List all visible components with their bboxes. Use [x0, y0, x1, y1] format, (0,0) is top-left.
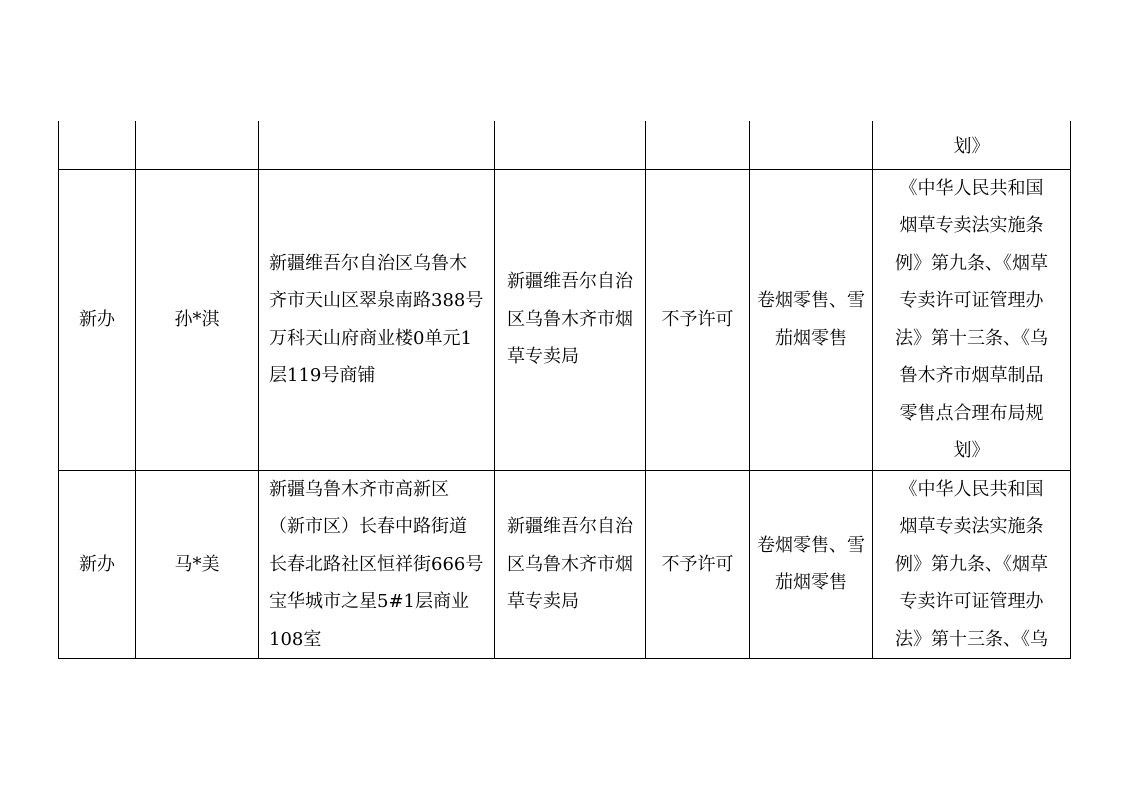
basis-line: 烟草专卖法实施条 — [899, 516, 1044, 537]
basis-tail-text: 划》 — [953, 135, 990, 157]
name-cell: 马*美 — [136, 470, 259, 659]
name-cell: 孙*淇 — [136, 169, 259, 470]
basis-cell — [873, 470, 1071, 659]
license-decision-table — [58, 121, 1071, 659]
basis-line: 鲁木齐市烟草制品 — [899, 365, 1044, 386]
basis-line: 例》第九条、《烟草 — [895, 553, 1048, 575]
type-cell — [59, 121, 136, 169]
type-cell: 新办 — [59, 169, 136, 470]
basis-line: 专卖许可证管理办 — [899, 591, 1044, 612]
decision-cell — [646, 121, 750, 169]
basis-line: 烟草专卖法实施条 — [899, 215, 1044, 236]
basis-line: 《中华人民共和国 — [899, 177, 1044, 199]
basis-cell — [873, 121, 1071, 169]
type-cell: 新办 — [59, 470, 136, 659]
address-cell — [259, 121, 495, 169]
basis-line: 法》第十三条、《乌 — [895, 628, 1048, 650]
table-row — [59, 169, 1071, 470]
basis-line: 划》 — [953, 440, 990, 461]
decision-cell: 不予许可 — [646, 169, 750, 470]
basis-line: 《中华人民共和国 — [899, 478, 1044, 500]
authority-cell: 新疆维吾尔自治区乌鲁木齐市烟草专卖局 — [495, 470, 646, 659]
basis-line: 零售点合理布局规 — [899, 402, 1044, 424]
address-cell: 新疆乌鲁木齐市高新区（新市区）长春中路街道长春北路社区恒祥街666号宝华城市之星5#1层商业108室 — [259, 470, 495, 659]
authority-cell: 新疆维吾尔自治区乌鲁木齐市烟草专卖局 — [495, 169, 646, 470]
scope-cell — [750, 121, 873, 169]
basis-line: 专卖许可证管理办 — [899, 290, 1044, 311]
basis-line: 例》第九条、《烟草 — [895, 252, 1048, 274]
name-cell — [136, 121, 259, 169]
decision-cell: 不予许可 — [646, 470, 750, 659]
basis-cell — [873, 169, 1071, 470]
address-cell: 新疆维吾尔自治区乌鲁木齐市天山区翠泉南路388号万科天山府商业楼0单元1层119号商铺 — [259, 169, 495, 470]
table-row — [59, 470, 1071, 659]
scope-cell: 卷烟零售、雪茄烟零售 — [750, 169, 873, 470]
table-row-continued — [59, 121, 1071, 169]
scope-cell: 卷烟零售、雪茄烟零售 — [750, 470, 873, 659]
basis-line: 法》第十三条、《乌 — [895, 327, 1048, 349]
authority-cell — [495, 121, 646, 169]
